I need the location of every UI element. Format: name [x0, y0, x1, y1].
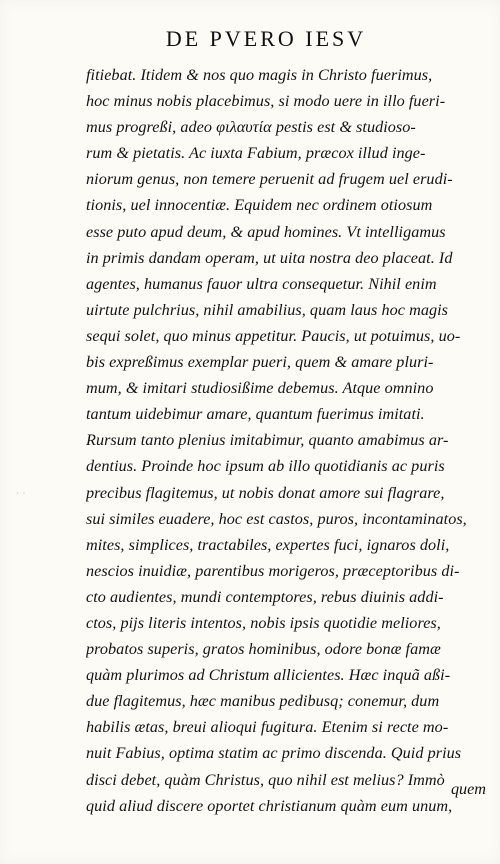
- text-line: hoc minus nobis placebimus, si modo uere in illo fueri-: [86, 92, 446, 111]
- text-line: dentius. Proinde hoc ipsum ab illo quotidianis ac puris: [86, 457, 445, 476]
- body-text: [86, 62, 491, 819]
- text-line: bis expreßimus exemplar pueri, quem & amare pluri-: [86, 353, 434, 372]
- text-line: nescios inuidiæ, parentibus morigeros, præceptoribus di-: [86, 561, 460, 580]
- text-line: fitiebat. Itidem & nos quo magis in Christo fuerimus,: [86, 66, 433, 84]
- catchword: quem: [450, 780, 486, 798]
- text-line: precibus flagitemus, ut nobis donat amore sui flagrare,: [86, 483, 445, 502]
- text-line: sui similes euadere, hoc est castos, puros, incontaminatos,: [86, 509, 467, 528]
- text-line: tionis, uel innocentiæ. Equidem nec ordinem otiosum: [86, 196, 433, 215]
- text-line: nuit Fabius, optima statim ac primo discenda. Quid prius: [86, 744, 462, 763]
- text-line: quid aliud discere oportet christianum quàm eum unum,: [86, 796, 453, 815]
- text-line: probatos superis, gratos hominibus, odore bonæ famæ: [86, 640, 441, 659]
- text-line: Rursum tanto plenius imitabimur, quanto amabimus ar-: [86, 431, 449, 450]
- text-line: tantum uidebimur amare, quantum fuerimus imitati.: [86, 405, 425, 424]
- text-line: rum & pietatis. Ac iuxta Fabium, præcox illud inge-: [86, 144, 426, 163]
- text-line: mum, & imitari studiosißime debemus. Atque omnino: [86, 379, 434, 398]
- margin-mark: · ·: [16, 489, 27, 498]
- text-line: ctos, pijs literis intentos, nobis ipsis quotidie meliores,: [86, 613, 441, 632]
- text-line: habilis ætas, breui alioqui fugitura. Etenim si recte mo-: [86, 718, 449, 737]
- text-line: mus progreßi, adeo φιλαυτία pestis est & studioso-: [86, 118, 416, 137]
- text-line: uirtute pulchrius, nihil amabilius, quam laus hoc magis: [86, 300, 449, 319]
- text-line: sequi solet, quo minus appetitur. Paucis, ut potuimus, uo-: [86, 326, 461, 345]
- text-line: mites, simplices, tractabiles, expertes fuci, ignaros doli,: [86, 535, 450, 554]
- text-line: niorum genus, non temere peruenit ad frugem uel erudi-: [86, 170, 453, 189]
- text-line: agentes, humanus fauor ultra consequetur. Nihil enim: [86, 274, 437, 293]
- text-line: cto audientes, mundi contemptores, rebus diuinis addi-: [86, 587, 444, 606]
- running-title: DE PVERO IESV: [165, 26, 367, 51]
- text-line: disci debet, quàm Christus, quo nihil est melius? Immò: [86, 770, 445, 789]
- text-line: in primis dandam operam, ut uita nostra deo placeat. Id: [86, 248, 453, 267]
- text-line: quàm plurimos ad Christum allicientes. Hæc inquã aßi-: [86, 666, 451, 685]
- text-line: due flagitemus, hæc manibus pedibusq; conemur, dum: [86, 692, 440, 711]
- text-line: esse puto apud deum, & apud homines. Vt intelligamus: [86, 222, 446, 241]
